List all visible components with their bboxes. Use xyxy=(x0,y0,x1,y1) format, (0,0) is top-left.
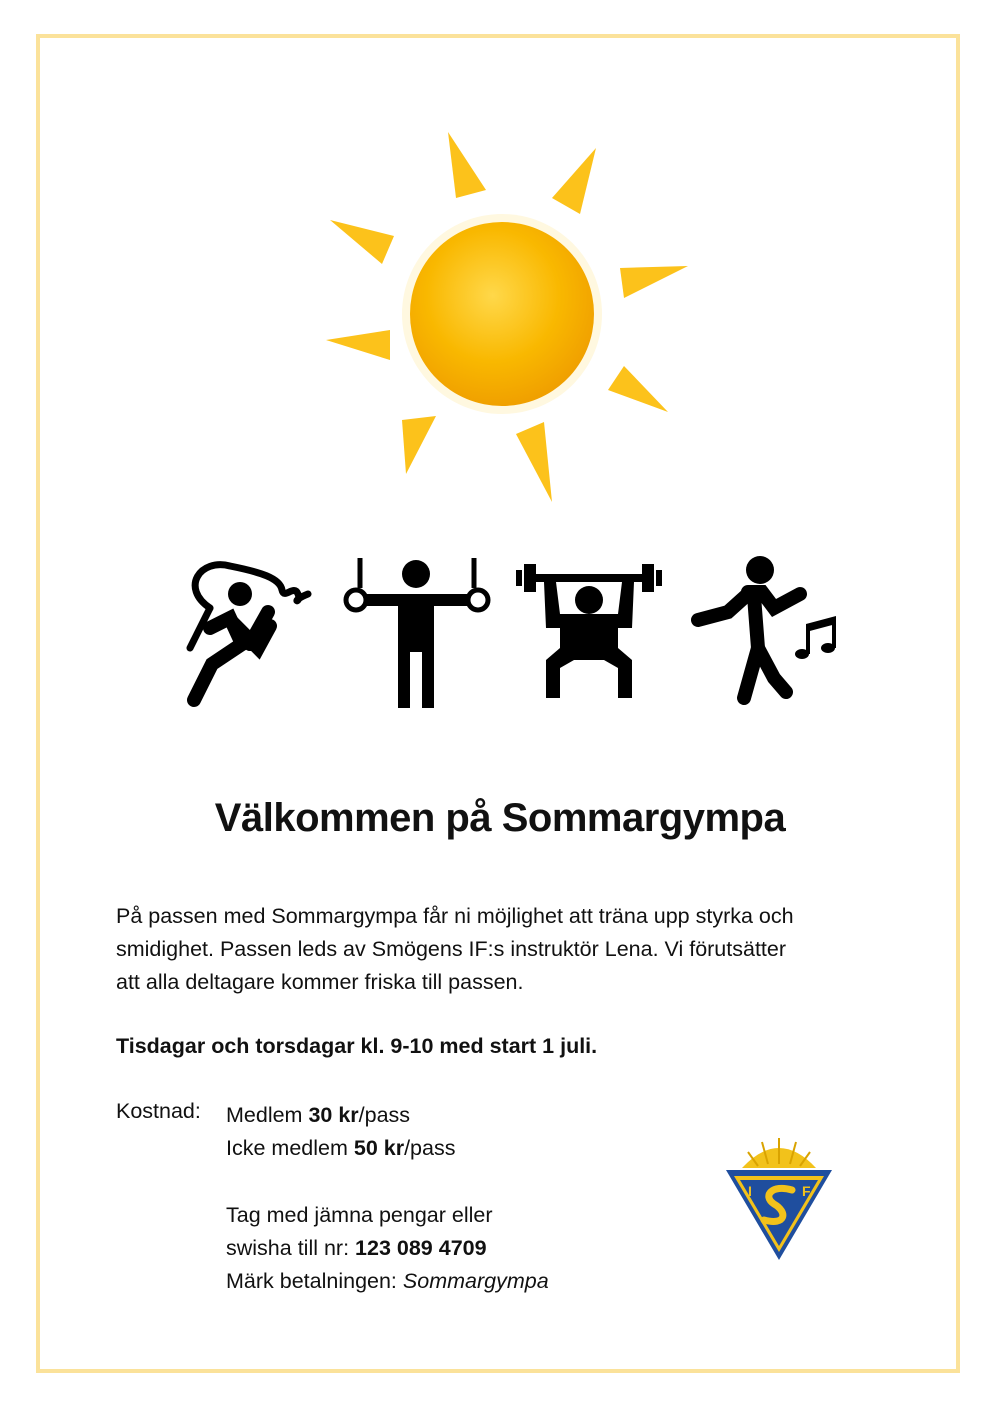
activity-icons xyxy=(170,548,840,718)
intro-line: smidighet. Passen leds av Smögens IF:s instruktör Lena. Vi förutsätter xyxy=(116,937,787,961)
cost-member-price: 30 kr xyxy=(308,1103,359,1127)
payment-reference-prefix: Märk betalningen: xyxy=(226,1269,403,1293)
payment-swish-prefix: swisha till nr: xyxy=(226,1236,356,1260)
gymnastic-rings-icon xyxy=(342,548,492,718)
intro-line: att alla deltagare kommer friska till passen. xyxy=(116,970,524,994)
page-title: Välkommen på Sommargympa xyxy=(214,796,786,840)
logo-letter-s: S xyxy=(774,1230,781,1241)
payment-info xyxy=(226,1199,549,1298)
cost-label: Kostnad: xyxy=(116,1099,201,1123)
intro-paragraph xyxy=(116,900,896,999)
dancer-music-icon xyxy=(688,548,848,718)
swish-number: 123 089 4709 xyxy=(355,1236,487,1260)
payment-reference: Sommargympa xyxy=(402,1269,549,1293)
club-logo-icon xyxy=(722,1134,836,1264)
intro-line: På passen med Sommargympa får ni möjlighet att träna upp styrka och xyxy=(116,904,794,928)
payment-line-2 xyxy=(226,1232,549,1265)
logo-letter-i: I xyxy=(748,1183,752,1199)
cost-member-suffix: /pass xyxy=(358,1103,411,1127)
cost-list xyxy=(226,1099,455,1165)
cost-member xyxy=(226,1099,455,1132)
cost-non-member-suffix: /pass xyxy=(404,1136,456,1160)
sun-icon xyxy=(290,118,710,518)
schedule-text: Tisdagar och torsdagar kl. 9-10 med start 1 juli. xyxy=(116,1034,598,1058)
weightlifter-icon xyxy=(514,548,664,718)
cost-non-member-prefix: Icke medlem xyxy=(226,1136,354,1160)
cost-member-prefix: Medlem xyxy=(226,1103,309,1127)
cost-non-member-price: 50 kr xyxy=(353,1136,405,1160)
cost-non-member xyxy=(226,1132,455,1165)
payment-line-1: Tag med jämna pengar eller xyxy=(226,1203,493,1227)
logo-letter-f: F xyxy=(802,1183,811,1199)
payment-line-3 xyxy=(226,1265,549,1298)
rhythmic-gymnast-icon xyxy=(170,548,320,718)
